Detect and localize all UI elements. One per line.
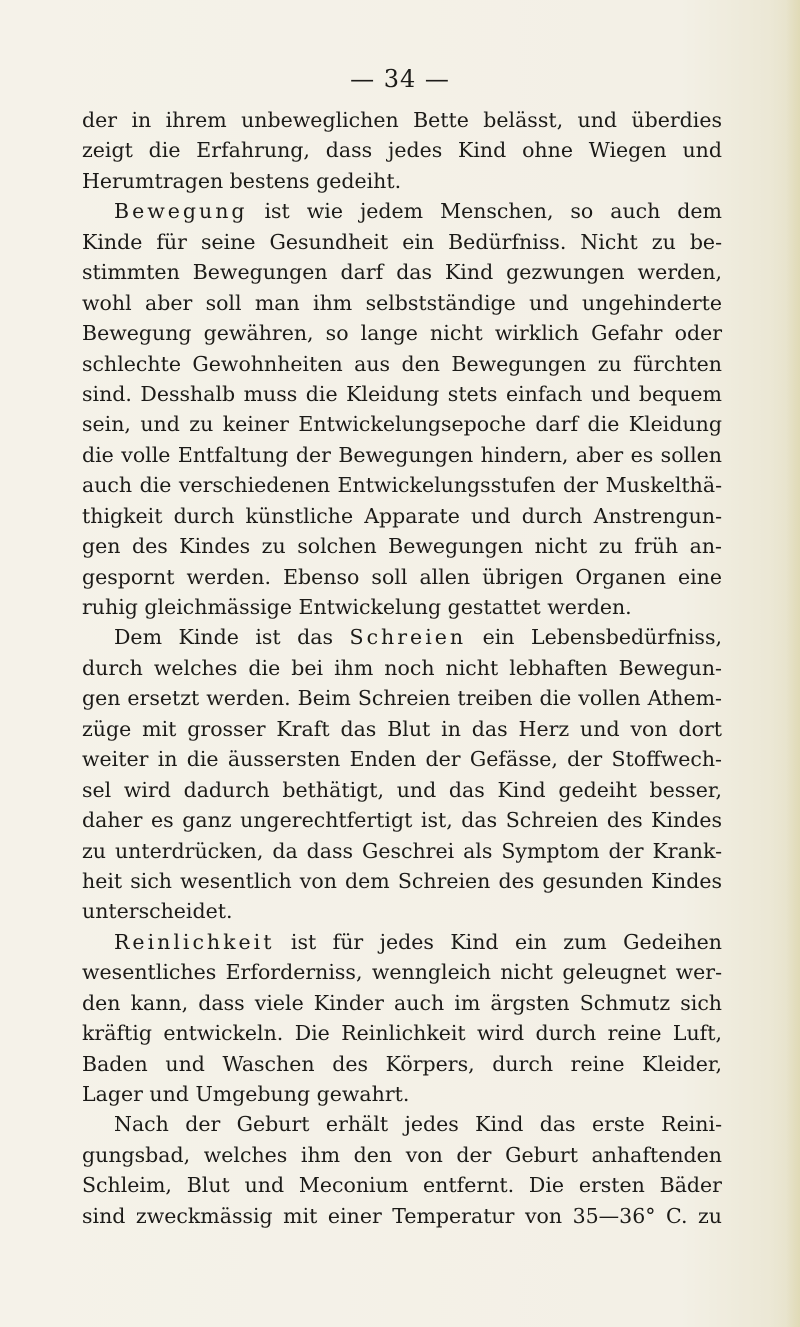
paragraph (82, 622, 722, 926)
text-line (82, 957, 722, 987)
text-run: kräftig entwickeln. Die Reinlichkeit wird durch reine Luft, (82, 1021, 722, 1046)
text-run: Nach der Geburt erhält jedes Kind das erste Reini- (114, 1112, 722, 1137)
emphasized-term: Schreien (349, 625, 467, 650)
text-run: heit sich wesentlich von dem Schreien des gesunden Kindes (82, 868, 722, 893)
text-line (82, 866, 722, 896)
text-line (82, 470, 722, 500)
text-line (82, 622, 722, 652)
text-run: thigkeit durch künstliche Apparate und durch Anstrengun- (82, 503, 722, 528)
page-edge-shading (786, 0, 800, 1327)
page-number: — 34 — (350, 65, 450, 93)
text-line (82, 1049, 722, 1079)
text-run: sein, und zu keiner Entwickelungsepoche darf die Kleidung (82, 412, 722, 437)
text-line (82, 440, 722, 470)
text-line (82, 683, 722, 713)
text-line (82, 836, 722, 866)
text-run: die volle Entfaltung der Bewegungen hindern, aber es sollen (82, 442, 722, 467)
text-run: ruhig gleichmässige Entwickelung gestattet werden. (82, 595, 632, 619)
text-line (82, 1018, 722, 1048)
text-line (82, 562, 722, 592)
text-run: gen des Kindes zu solchen Bewegungen nicht zu früh an- (82, 534, 722, 559)
text-line (82, 1140, 722, 1170)
text-run: daher es ganz ungerechtfertigt ist, das Schreien des Kindes (82, 808, 722, 833)
text-run: wesentliches Erforderniss, wenngleich nicht geleugnet wer- (82, 960, 722, 985)
text-run: Lager und Umgebung gewahrt. (82, 1082, 410, 1106)
text-run: Dem Kinde ist das (114, 625, 350, 650)
text-run: gen ersetzt werden. Beim Schreien treiben die vollen Athem- (82, 686, 722, 711)
paragraph (82, 1109, 722, 1231)
text-run: stimmten Bewegungen darf das Kind gezwungen werden, (82, 260, 722, 285)
text-run: sind zweckmässig mit einer Temperatur von 35—36° C. zu (82, 1203, 722, 1228)
paragraph (82, 927, 722, 1110)
text-run: gespornt werden. Ebenso soll allen übrigen Organen eine (82, 564, 722, 589)
text-run: unterscheidet. (82, 899, 233, 924)
text-line (82, 257, 722, 287)
text-run: wohl aber soll man ihm selbstständige und ungehinderte (82, 290, 722, 315)
emphasized-term: Reinlichkeit (114, 929, 275, 954)
text-line (82, 927, 722, 957)
text-line (82, 349, 722, 379)
text-run: schlechte Gewohnheiten aus den Bewegungen zu fürchten (82, 351, 722, 376)
text-run: durch welches die bei ihm noch nicht lebhaften Bewegun- (82, 655, 722, 680)
text-line (82, 318, 722, 348)
text-run: gungsbad, welches ihm den von der Geburt anhaftenden (82, 1142, 722, 1167)
text-run: zeigt die Erfahrung, dass jedes Kind ohne Wiegen und (82, 138, 722, 163)
text-run: ist wie jedem Menschen, so auch dem (247, 199, 722, 224)
text-run: Herumtragen bestens gedeiht. (82, 168, 402, 193)
text-line (82, 988, 722, 1018)
text-run: sind. Desshalb muss die Kleidung stets einfach und bequem (82, 381, 722, 406)
text-line (82, 531, 722, 561)
text-line (82, 805, 722, 835)
text-run: zu unterdrücken, da dass Geschrei als Symptom der Krank- (82, 838, 722, 863)
text-run: züge mit grosser Kraft das Blut in das Herz und von dort (82, 716, 722, 741)
text-line (82, 744, 722, 774)
text-line (82, 196, 722, 226)
text-line (82, 775, 722, 805)
text-run: Bewegung gewähren, so lange nicht wirklich Gefahr oder (82, 321, 722, 346)
text-line (82, 409, 722, 439)
text-run: Schleim, Blut und Meconium entfernt. Die ersten Bäder (82, 1173, 722, 1198)
text-line (82, 1109, 722, 1139)
text-run: Baden und Waschen des Körpers, durch reine Kleider, (82, 1051, 722, 1076)
text-run: weiter in die äussersten Enden der Gefässe, der Stoffwech- (82, 747, 722, 772)
text-line (82, 288, 722, 318)
text-run: sel wird dadurch bethätigt, und das Kind gedeiht besser, (82, 777, 722, 802)
text-line (82, 714, 722, 744)
text-line (82, 592, 722, 622)
text-line (82, 227, 722, 257)
emphasized-term: Bewegung (114, 199, 248, 224)
text-run: den kann, dass viele Kinder auch im ärgsten Schmutz sich (82, 990, 722, 1015)
text-run: der in ihrem unbeweglichen Bette belässt, und überdies (82, 108, 722, 132)
paragraph (82, 105, 722, 196)
text-line (82, 653, 722, 683)
text-line (82, 1201, 722, 1231)
text-run: ein Lebensbedürfniss, (466, 625, 722, 650)
paragraph (82, 196, 722, 622)
text-line (82, 379, 722, 409)
text-line (82, 896, 722, 926)
text-run: auch die verschiedenen Entwickelungsstufen der Muskelthä- (82, 473, 722, 498)
text-line (82, 501, 722, 531)
text-line (82, 166, 722, 196)
text-line (82, 1170, 722, 1200)
text-line (82, 1079, 722, 1109)
text-line (82, 105, 722, 135)
body-text (82, 105, 722, 1231)
text-run: ist für jedes Kind ein zum Gedeihen (274, 929, 722, 954)
text-line (82, 135, 722, 165)
text-run: Kinde für seine Gesundheit ein Bedürfniss. Nicht zu be- (82, 229, 722, 254)
